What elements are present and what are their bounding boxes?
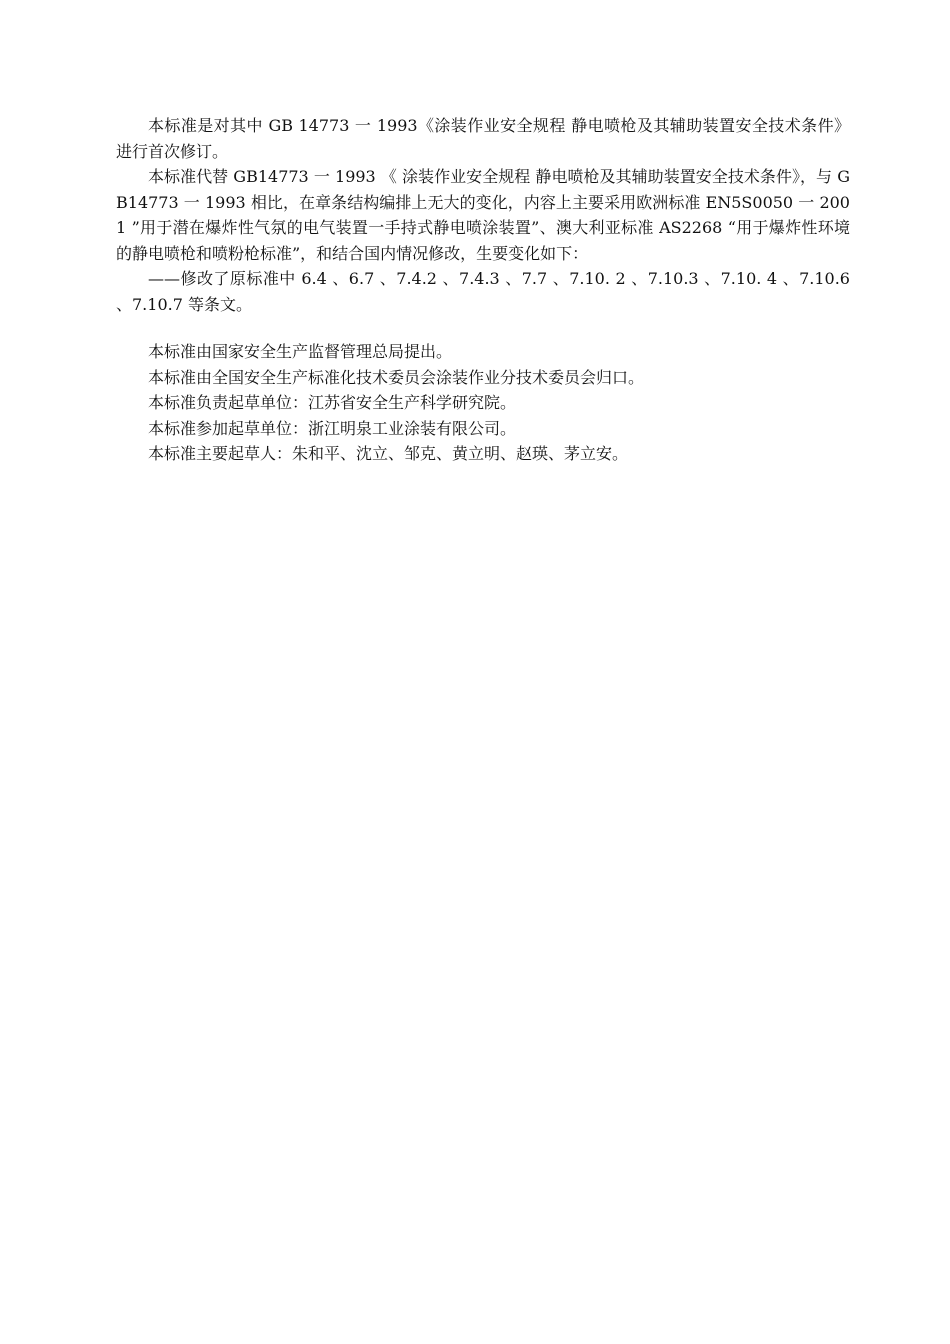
participant-drafter-paragraph: 本标准参加起草单位：浙江明泉工业涂装有限公司。 xyxy=(148,418,517,438)
preface-paragraph-1: 本标准是对其中 GB 14773 一 1993《涂装作业安全规程 静电喷枪及其辅助装置安全技术条件》 进行首次修订。 xyxy=(116,116,850,161)
paragraph-gap xyxy=(116,317,850,339)
preface-paragraph-3: ——修改了原标准中 6.4 、6.7 、7.4.2 、7.4.3 、7.7 、7.10. 2 、7.10.3 、7.10. 4 、7.10.6 、7.10.7 等条文。 xyxy=(116,269,850,314)
preface-paragraph-2: 本标准代替 GB14773 一 1993 《 涂装作业安全规程 静电喷枪及其辅助装置安全技术条件》，与 GB14773 一 1993 相比，在章条结构编排上无大的变化，内容上主要采用欧洲标准 EN5S0050 一 2001 ”用于潜在爆炸性气氛的电气装置一手持式静电喷涂装置”、澳大利亚标准 AS2268 “用于爆炸性环境的静电喷枪和喷粉枪标准”，和结合国内情况修改，生要变化如下： xyxy=(116,167,850,263)
main-drafters-paragraph: 本标准主要起草人：朱和平、沈立、邹克、黄立明、赵瑛、茅立安。 xyxy=(148,444,629,463)
lead-drafter-paragraph: 本标准负责起草单位：江苏省安全生产科学研究院。 xyxy=(148,393,517,412)
proposer-paragraph: 本标准由国家安全生产监督管理总局提出。 xyxy=(148,342,453,361)
document-body xyxy=(116,113,850,467)
committee-paragraph: 本标准由全国安全生产标准化技术委员会涂装作业分技术委员会归口。 xyxy=(148,367,645,387)
